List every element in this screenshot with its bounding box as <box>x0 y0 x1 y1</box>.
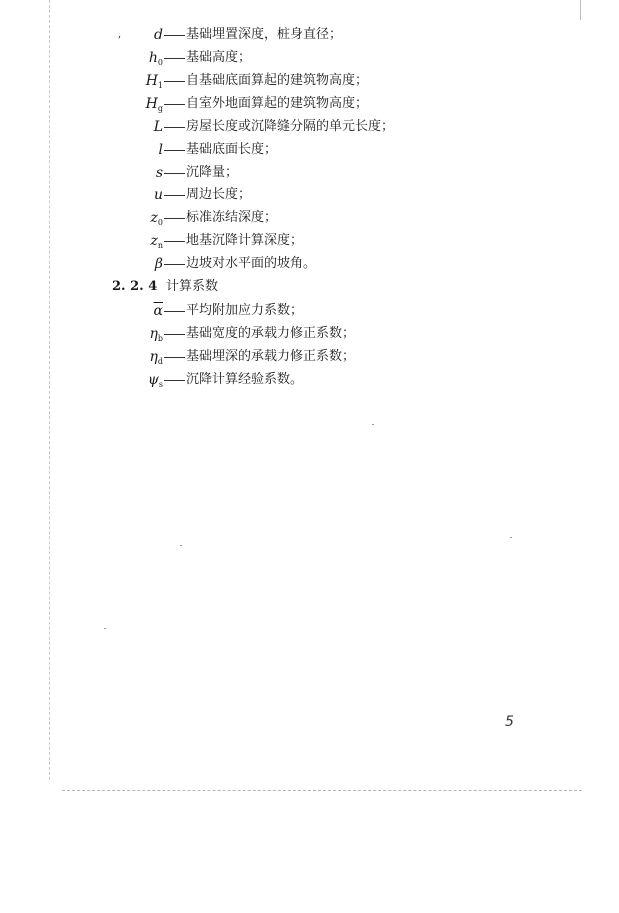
symbol-line <box>0 116 619 138</box>
page-number: 5 <box>505 714 514 730</box>
symbol: $h_0$ <box>148 50 163 67</box>
symbol-line <box>0 47 619 69</box>
symbol-description: 基础底面长度； <box>186 142 278 157</box>
symbol: $\psi_s$ <box>147 372 163 389</box>
symbol: $z_n$ <box>150 233 163 250</box>
section-title: 计算系数 <box>166 279 219 294</box>
symbol-line <box>0 230 619 252</box>
symbol-line <box>0 139 619 161</box>
scan-right-edge <box>580 0 581 20</box>
dash <box>164 104 185 105</box>
symbol-description: 沉降量； <box>186 165 239 180</box>
symbol: $z_0$ <box>150 210 163 227</box>
dash <box>164 357 185 358</box>
symbol-line <box>0 93 619 115</box>
symbol: $H_1$ <box>145 73 163 90</box>
symbol-description: 自基础底面算起的建筑物高度； <box>186 73 369 88</box>
dash <box>164 150 185 151</box>
coefficient-description: 基础宽度的承载力修正系数； <box>186 326 356 341</box>
coefficient-line <box>0 323 619 345</box>
dash <box>164 173 185 174</box>
symbol-description: 基础埋置深度，桩身直径； <box>186 27 343 42</box>
symbol-line <box>0 184 619 206</box>
symbol-line <box>0 253 619 275</box>
symbol: s <box>155 165 163 181</box>
dash <box>164 58 185 59</box>
scan-bottom-edge <box>62 790 582 791</box>
dash <box>164 81 185 82</box>
symbol: $\eta_d$ <box>149 349 163 366</box>
symbol: L <box>153 119 163 135</box>
dash <box>164 241 185 242</box>
coefficient-line <box>0 300 619 322</box>
symbol: l <box>158 142 163 158</box>
section-number: 2. 2. 4 <box>112 279 158 294</box>
coefficient-line <box>0 369 619 391</box>
scan-speck <box>510 537 512 538</box>
symbol: u <box>153 187 163 203</box>
symbol-line <box>0 24 619 46</box>
dash <box>164 218 185 219</box>
symbol-description: 周边长度； <box>186 187 252 202</box>
scan-speck <box>180 545 182 546</box>
coefficient-description: 基础埋深的承载力修正系数； <box>186 349 356 364</box>
symbol-description: 地基沉降计算深度； <box>186 233 304 248</box>
coefficient-description: 沉降计算经验系数。 <box>186 372 304 387</box>
dash <box>164 380 185 381</box>
symbol: $H_g$ <box>145 96 163 113</box>
symbol-line <box>0 207 619 229</box>
coefficient-description: 平均附加应力系数； <box>186 303 304 318</box>
bullet-mark: , <box>118 29 122 40</box>
dash <box>164 127 185 128</box>
symbol: $\overline{\alpha}$ <box>153 303 163 319</box>
symbol-line <box>0 70 619 92</box>
coefficient-line <box>0 346 619 368</box>
symbol-line <box>0 162 619 184</box>
symbol: β <box>154 256 163 272</box>
symbol-description: 基础高度； <box>186 50 252 65</box>
symbol: $\eta_b$ <box>149 326 163 343</box>
scan-speck <box>372 424 374 425</box>
dash <box>164 195 185 196</box>
dash <box>164 264 185 265</box>
symbol-description: 房屋长度或沉降缝分隔的单元长度； <box>186 119 395 134</box>
scan-speck <box>104 628 106 629</box>
symbol-description: 标准冻结深度； <box>186 210 278 225</box>
symbol: d <box>154 27 163 43</box>
symbol-description: 自室外地面算起的建筑物高度； <box>186 96 369 111</box>
section-heading <box>0 276 619 298</box>
symbol-description: 边坡对水平面的坡角。 <box>186 256 317 271</box>
dash <box>164 35 185 36</box>
dash <box>164 334 185 335</box>
dash <box>164 311 185 312</box>
